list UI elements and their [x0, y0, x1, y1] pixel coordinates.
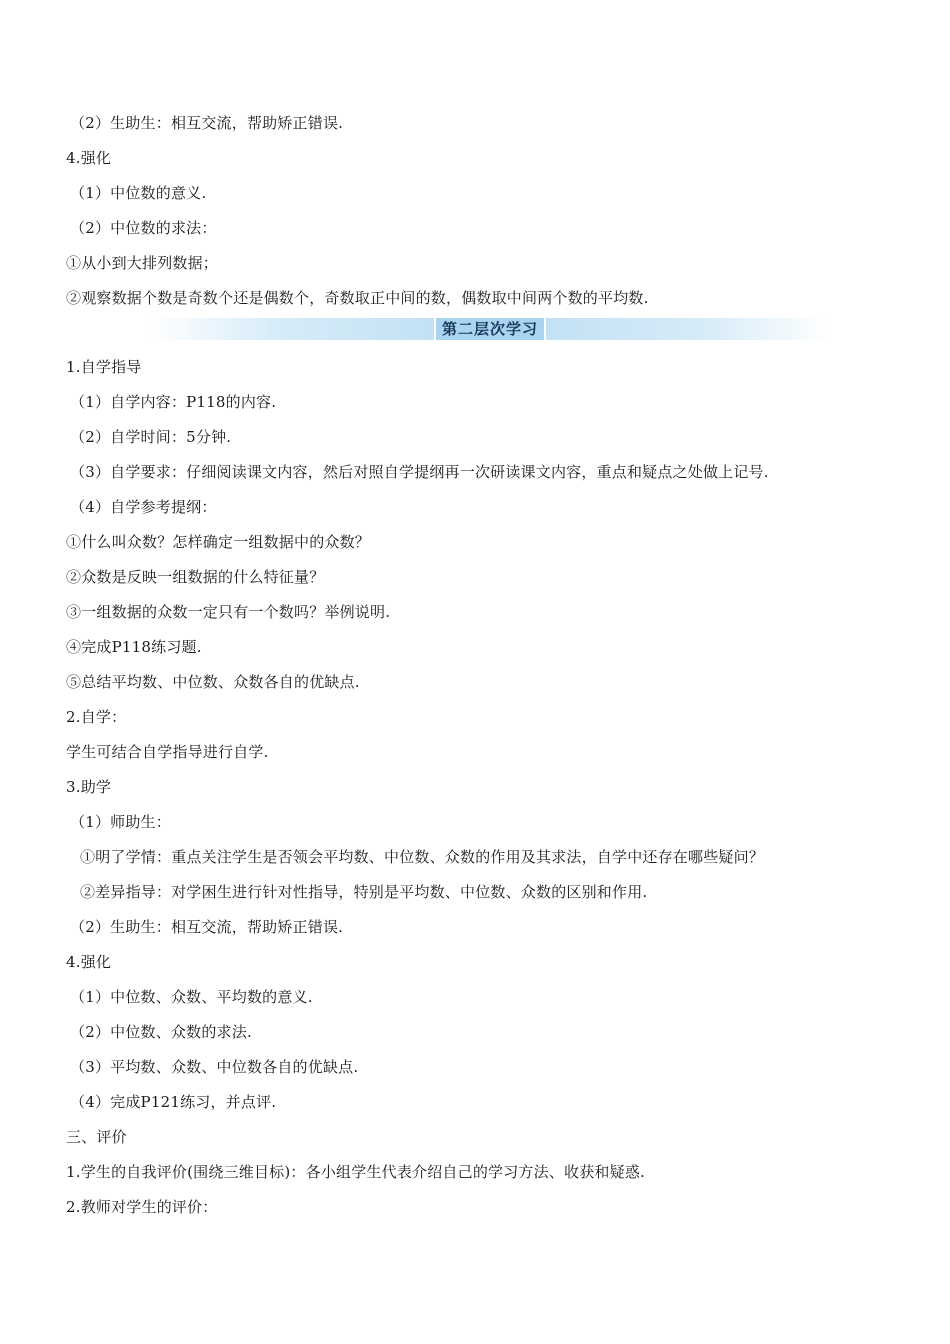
text-line: ①明了学情：重点关注学生是否领会平均数、中位数、众数的作用及其求法，自学中还存在哪些疑问？: [80, 848, 765, 866]
text-line: （1）中位数的意义.: [70, 184, 207, 202]
text-line: （2）中位数的求法：: [70, 219, 217, 237]
text-line: ②差异指导：对学困生进行针对性指导，特别是平均数、中位数、众数的区别和作用.: [80, 883, 648, 901]
text-line: （2）自学时间：5分钟.: [70, 428, 232, 446]
text-line: 2.教师对学生的评价：: [66, 1198, 218, 1216]
text-line: （4）自学参考提纲：: [70, 498, 217, 516]
section-heading: 三、评价: [66, 1128, 127, 1146]
text-line: （2）生助生：相互交流，帮助矫正错误.: [70, 918, 344, 936]
text-line: （2）中位数、众数的求法.: [70, 1023, 252, 1041]
section-heading: 4.强化: [66, 953, 112, 971]
text-line: （4）完成P121练习，并点评.: [70, 1093, 277, 1111]
section-heading: 4.强化: [66, 149, 112, 167]
section-banner-title: 第二层次学习: [434, 318, 546, 340]
section-heading: 1.自学指导: [66, 358, 142, 376]
text-line: ③一组数据的众数一定只有一个数吗？举例说明.: [66, 603, 391, 621]
text-line: （1）师助生：: [70, 813, 171, 831]
text-line: ②众数是反映一组数据的什么特征量？: [66, 568, 325, 586]
text-line: 学生可结合自学指导进行自学.: [66, 743, 269, 761]
text-line: （3）平均数、众数、中位数各自的优缺点.: [70, 1058, 359, 1076]
text-line: 1.学生的自我评价(围绕三维目标)：各小组学生代表介绍自己的学习方法、收获和疑惑.: [66, 1163, 645, 1181]
section-heading: 2.自学：: [66, 708, 127, 726]
text-line: ⑤总结平均数、中位数、众数各自的优缺点.: [66, 673, 360, 691]
text-line: （1）中位数、众数、平均数的意义.: [70, 988, 313, 1006]
text-line: ①什么叫众数？怎样确定一组数据中的众数？: [66, 533, 371, 551]
text-line: （1）自学内容：P118的内容.: [70, 393, 277, 411]
section-banner: [150, 318, 830, 340]
text-line: ④完成P118练习题.: [66, 638, 202, 656]
text-line: ①从小到大排列数据；: [66, 254, 219, 272]
text-line: ②观察数据个数是奇数个还是偶数个，奇数取正中间的数，偶数取中间两个数的平均数.: [66, 289, 649, 307]
text-line: （3）自学要求：仔细阅读课文内容，然后对照自学提纲再一次研读课文内容，重点和疑点之处做上记号.: [70, 463, 769, 481]
text-line: （2）生助生：相互交流，帮助矫正错误.: [70, 114, 344, 132]
section-heading: 3.助学: [66, 778, 112, 796]
